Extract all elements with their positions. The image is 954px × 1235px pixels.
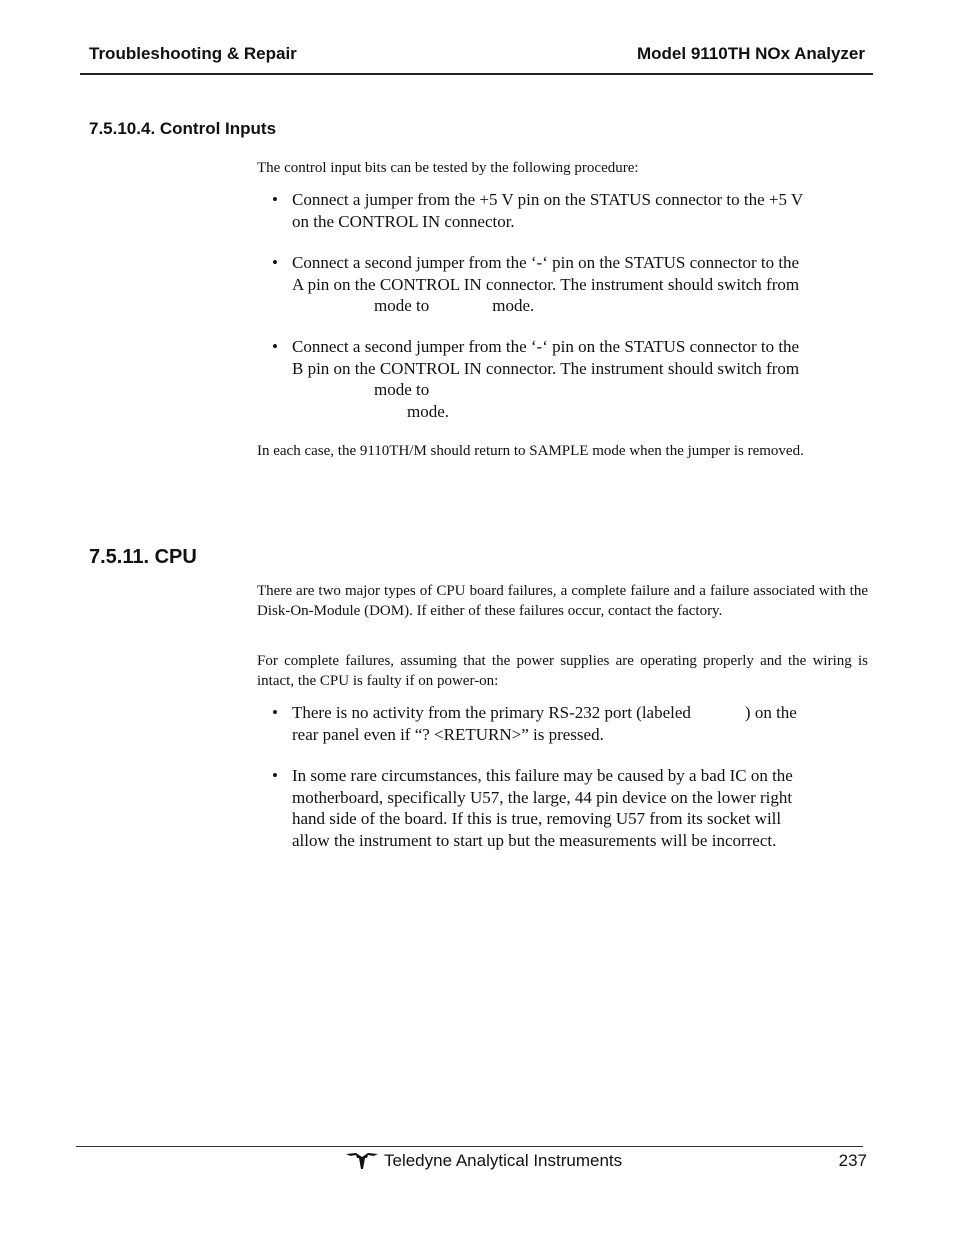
bullet-line: Connect a jumper from the +5 V pin on the STATUS connector to the +5 V (292, 190, 804, 209)
cpu-paragraph-1: There are two major types of CPU board failures, a complete failure and a failure associated with the Disk-On-Module (DOM). If either of these failures occur, contact the factory. (257, 583, 868, 619)
bullet-fragment: mode to (374, 296, 430, 315)
bullet-line: hand side of the board. If this is true, removing U57 from its socket will (292, 809, 782, 828)
bullet-fragment: ) on the (744, 703, 797, 722)
bullet-line (292, 379, 862, 401)
bullet-line: B pin on the CONTROL IN connector. The instrument should switch from (292, 358, 800, 378)
list-item (272, 336, 862, 422)
bullet-fragment: mode to (374, 380, 430, 399)
bullet-line (292, 702, 862, 724)
bullet-fragment: mode. (407, 401, 450, 421)
bullet-line: rear panel even if “? <RETURN>” is pressed. (292, 724, 604, 744)
bullet-fragment: mode. (492, 296, 535, 315)
list-item (272, 765, 862, 851)
bullet-line: Connect a second jumper from the ‘-‘ pin on the STATUS connector to the (292, 253, 800, 272)
bullet-line: A pin on the CONTROL IN connector. The instrument should switch from (292, 274, 800, 294)
bullet-line: on the CONTROL IN connector. (292, 211, 515, 231)
teledyne-logo-icon (345, 1151, 379, 1171)
bullet-fragment: There is no activity from the primary RS-232 port (labeled (292, 703, 691, 722)
bullet-icon: • (272, 703, 278, 722)
bullet-line (292, 401, 862, 423)
footer-divider (76, 1146, 863, 1147)
list-item (272, 189, 862, 232)
bullet-line: allow the instrument to start up but the measurements will be incorrect. (292, 830, 777, 850)
footer-company: Teledyne Analytical Instruments (384, 1151, 623, 1170)
control-closing-paragraph: In each case, the 9110TH/M should return to SAMPLE mode when the jumper is removed. (257, 443, 804, 459)
bullet-line (292, 295, 862, 317)
bullet-line: motherboard, specifically U57, the large, 44 pin device on the lower right (292, 787, 793, 807)
page-number: 237 (838, 1151, 867, 1170)
header-model-title: Model 9110TH NOx Analyzer (636, 44, 865, 63)
bullet-icon: • (272, 766, 278, 785)
section-heading-cpu: 7.5.11. CPU (89, 546, 197, 568)
bullet-icon: • (272, 337, 278, 356)
bullet-line: Connect a second jumper from the ‘-‘ pin on the STATUS connector to the (292, 337, 800, 356)
bullet-icon: • (272, 253, 278, 272)
control-intro-paragraph: The control input bits can be tested by the following procedure: (257, 160, 639, 176)
header-section-title: Troubleshooting & Repair (89, 44, 297, 63)
list-item (272, 702, 862, 745)
bullet-line: In some rare circumstances, this failure may be caused by a bad IC on the (292, 766, 793, 785)
cpu-paragraph-2: For complete failures, assuming that the power supplies are operating properly and the wiring is intact, the CPU is faulty if on power-on: (257, 653, 868, 689)
bullet-icon: • (272, 190, 278, 209)
header-divider (80, 73, 873, 75)
section-heading-control-inputs: 7.5.10.4. Control Inputs (89, 119, 277, 138)
list-item (272, 252, 862, 317)
